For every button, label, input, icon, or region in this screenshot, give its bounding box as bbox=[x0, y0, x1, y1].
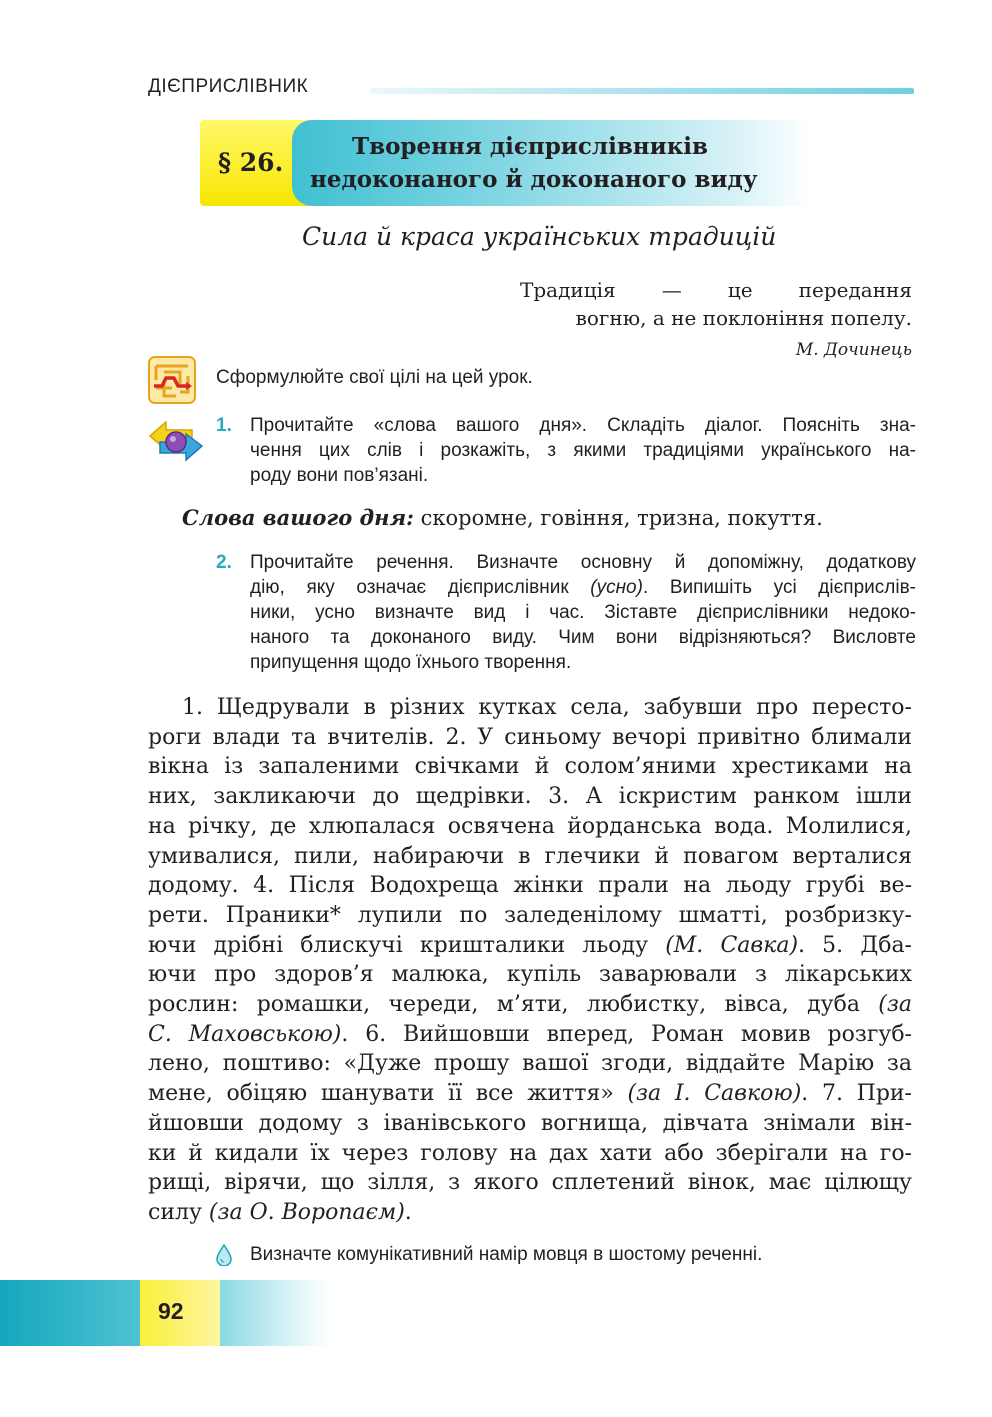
dialog-arrows-icon bbox=[146, 412, 206, 468]
epigraph-line: вогню, а не поклоніння попелу. bbox=[575, 306, 912, 330]
drop-icon bbox=[216, 1244, 232, 1266]
text-line: ки й кидали їх через голову на дах хати або зберігали на го- bbox=[148, 1140, 912, 1166]
goal-text: Сформулюйте свої цілі на цей урок. bbox=[216, 367, 533, 388]
text-line: ючи дрібні блискучі кришталики льоду (М. Савка). 5. Дба- bbox=[148, 932, 912, 958]
text-line: умивалися, пили, набираючи в глечики й повагом верталися bbox=[148, 843, 912, 869]
text-line: ючи про здоров’я малюка, купіль заварювали з лікарських bbox=[148, 962, 912, 988]
page-number: 92 bbox=[158, 1298, 184, 1324]
maze-icon bbox=[148, 356, 196, 404]
text-line: мене, обіцяю шанувати її все життя» (за І. Савкою). 7. При- bbox=[148, 1081, 912, 1107]
words-of-the-day bbox=[182, 505, 823, 530]
text-line: них, закликаючи до щедрівки. 3. А іскристим ранком ішли bbox=[148, 784, 912, 810]
text-line: роги влади та вчителів. 2. У синьому вечорі привітно блимали bbox=[148, 724, 912, 750]
task-number: 2. bbox=[216, 552, 232, 573]
section-subtitle: Сила й краса українських традицій bbox=[302, 222, 777, 251]
text-line: 1. Щедрували в різних кутках села, забувши про пересто- bbox=[182, 695, 912, 720]
epigraph-author: М. Дочинець bbox=[795, 340, 912, 360]
page-title-line1: Творення дієприслівників bbox=[352, 133, 709, 160]
task-number: 1. bbox=[216, 415, 232, 436]
running-head: ДІЄПРИСЛІВНИК bbox=[148, 76, 309, 97]
text-line: йшовши додому з іванівського вогнища, дівчата знімали він- bbox=[148, 1110, 912, 1136]
header-rule bbox=[370, 88, 914, 94]
text-line: силу (за О. Воропаєм). bbox=[148, 1199, 412, 1225]
task-1: 1. Прочитайте «слова вашого дня». Складіть діалог. Поясніть зна- чення цих слів і розкажіть, з якими традиціями українського на- роду вони пов’язані. bbox=[216, 415, 916, 486]
text-line: рослин: ромашки, череди, м’яти, любистку, вівса, дуба (за bbox=[148, 992, 912, 1018]
text-line: рети. Праники* лупили по заледенілому шматті, розбризку- bbox=[148, 902, 912, 928]
paragraph-number: § 26. bbox=[218, 148, 284, 177]
epigraph bbox=[520, 276, 912, 332]
text-line: лено, поштиво: «Дуже прошу вашої згоди, віддайте Марію за bbox=[148, 1051, 912, 1077]
text-line: рищі, вірячи, що зілля, з якого сплетений вінок, має цілющу bbox=[148, 1170, 912, 1196]
task-2: 2. Прочитайте речення. Визначте основну й допоміжну, додаткову дію, яку означає дієприслівник (усно). Випишіть усі дієприслів- ники, усно визначте вид і час. Зіставте дієприслівники недоко- наного та доконаного виду. Чим вони відрізняються? Висловте припущення щодо їхнього творення. bbox=[216, 552, 916, 673]
text-line: додому. 4. Після Водохреща жінки прали на льоду грубі ве- bbox=[148, 873, 912, 899]
epigraph-line: Традиція — це передання bbox=[520, 278, 912, 302]
text-line: С. Маховською). 6. Вийшовши вперед, Роман мовив розгуб- bbox=[148, 1021, 912, 1047]
page-title-line2: недоконаного й доконаного виду bbox=[310, 166, 758, 193]
text-line: на річку, де хлюпалася освячена йорданська вода. Молилися, bbox=[148, 813, 912, 839]
words-list: скоромне, говіння, тризна, покуття. bbox=[420, 506, 823, 530]
words-label: Слова вашого дня: bbox=[182, 505, 414, 530]
main-text bbox=[148, 693, 912, 1228]
text-line: вікна із запаленими свічками й солом’яними хрестиками на bbox=[148, 754, 912, 780]
final-question: Визначте комунікативний намір мовця в шостому реченні. bbox=[250, 1244, 763, 1265]
